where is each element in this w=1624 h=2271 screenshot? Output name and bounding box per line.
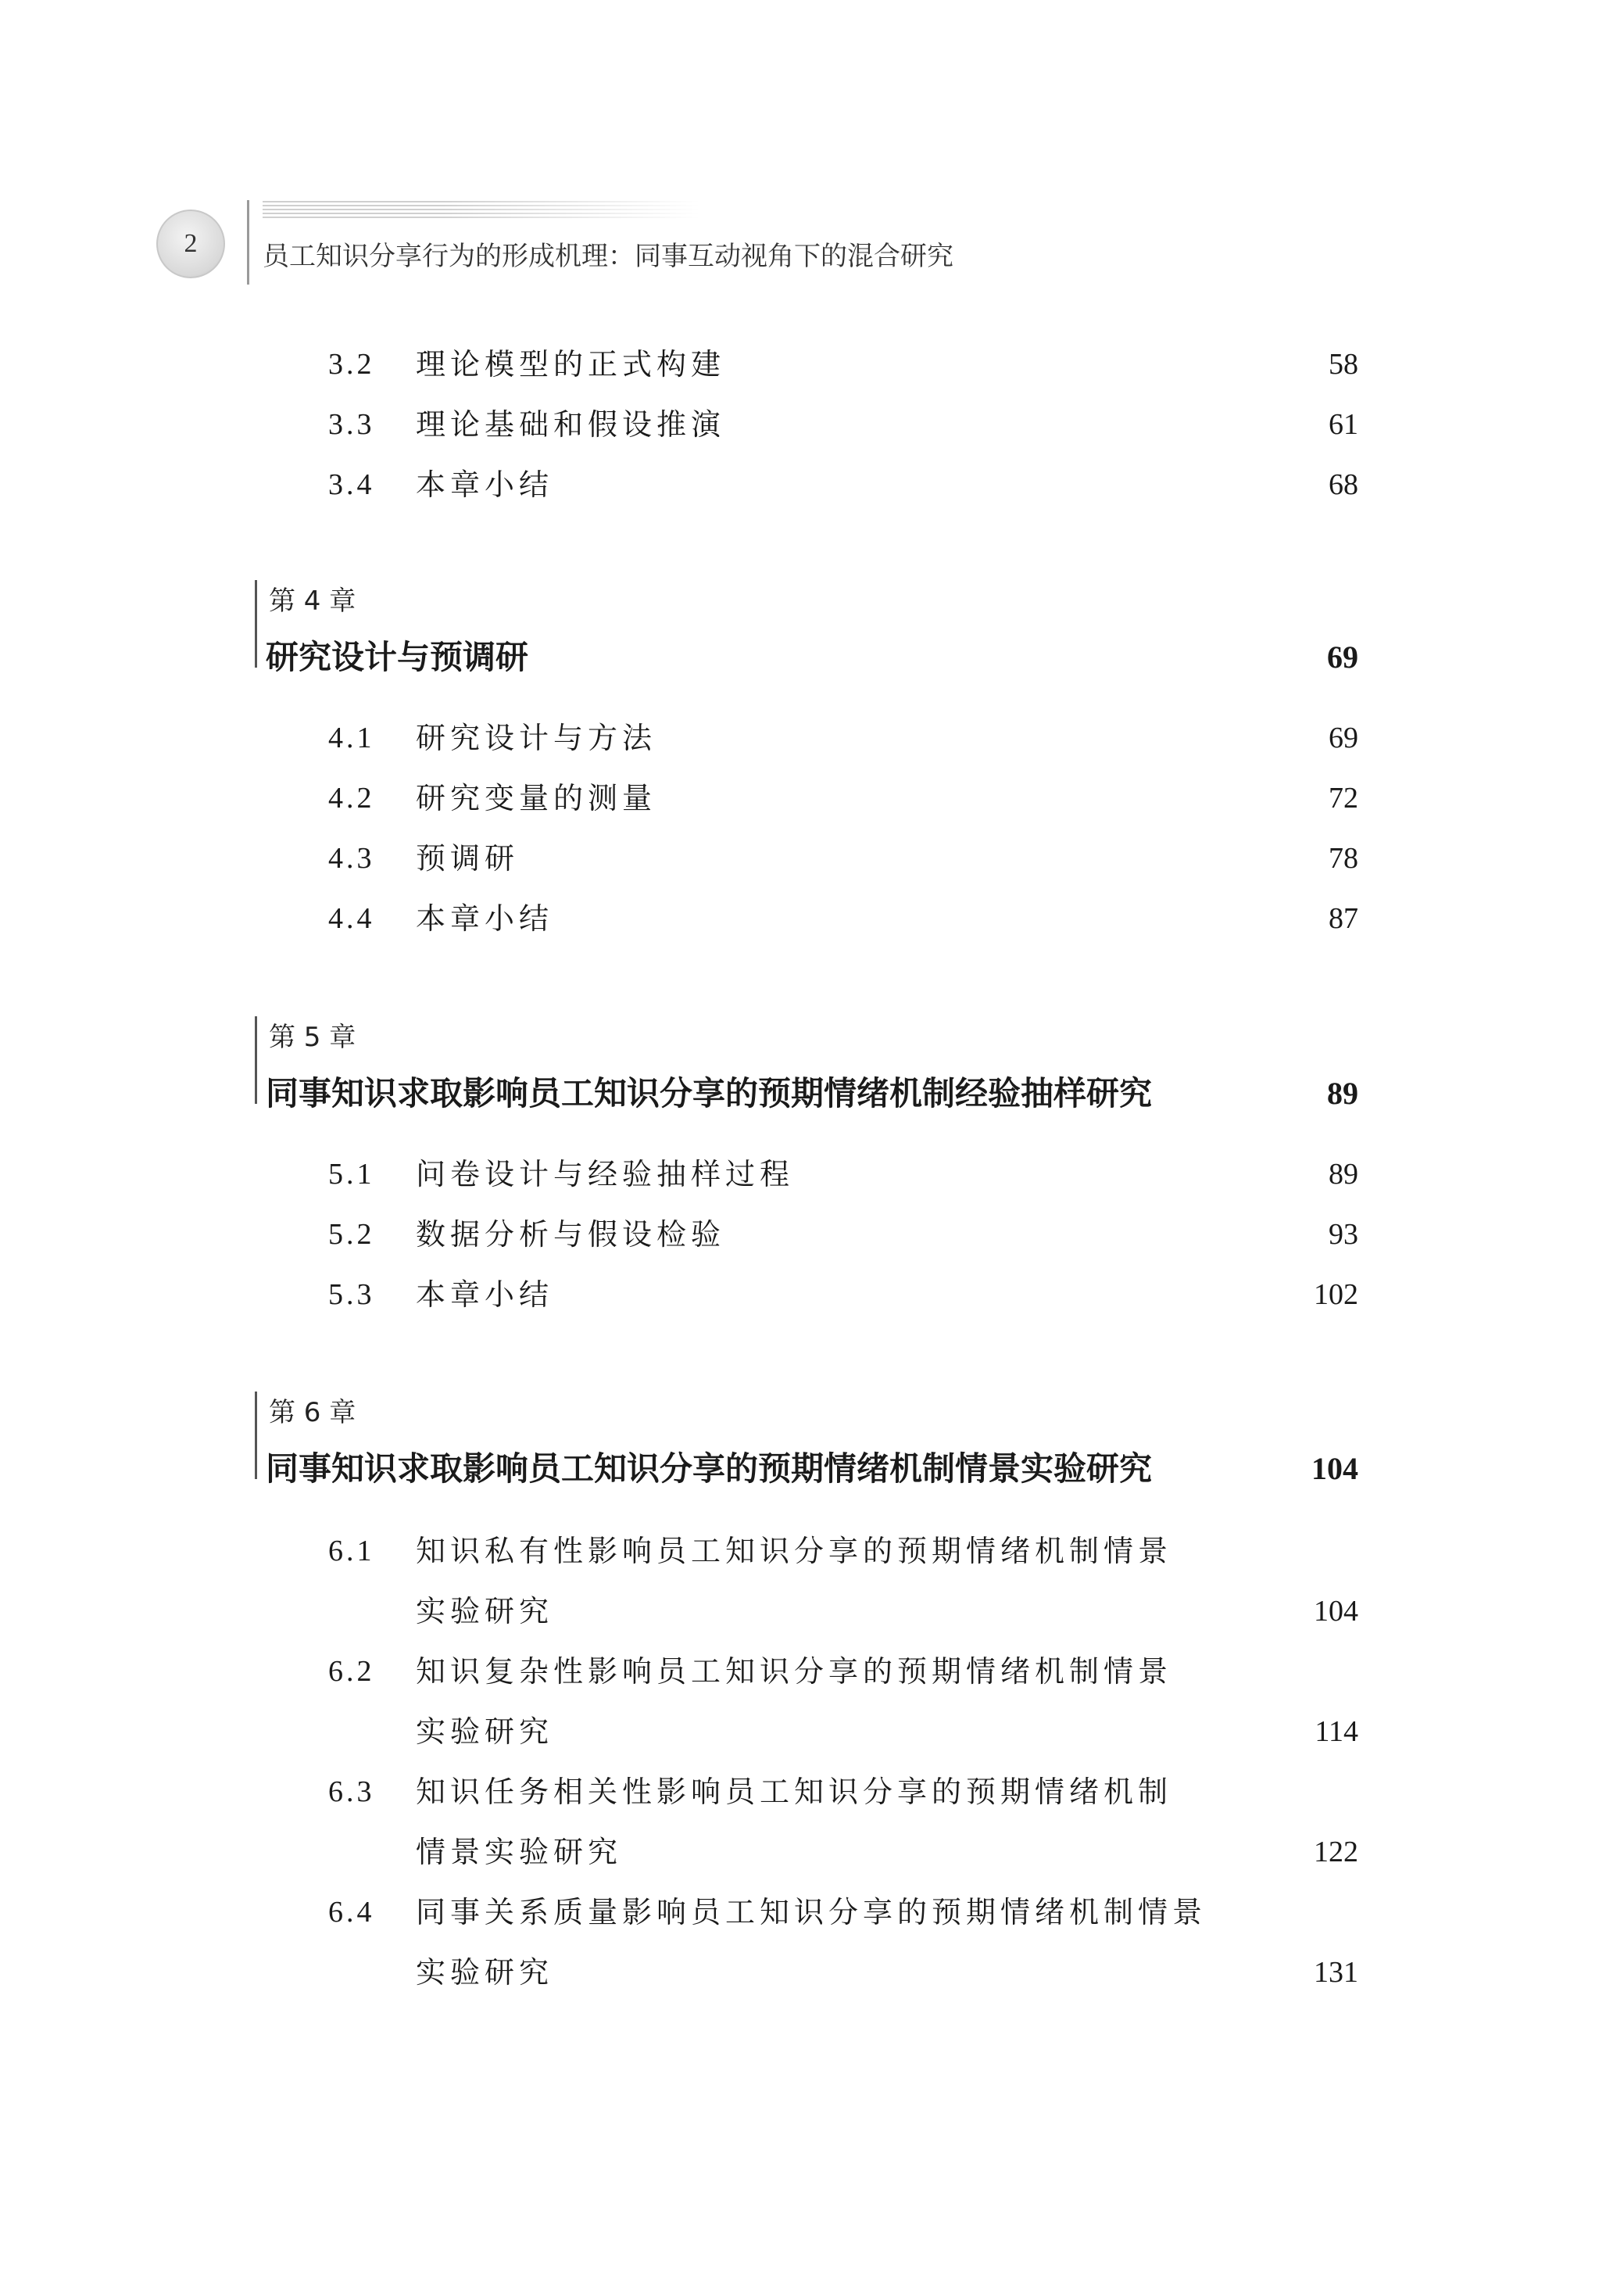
header-divider [247, 200, 249, 285]
toc-entry-4-1[interactable] [0, 708, 1624, 768]
toc-entry-6-4-cont[interactable] [0, 1943, 1624, 2002]
running-head-title: 员工知识分享行为的形成机理：同事互动视角下的混合研究 [263, 241, 953, 272]
section-title-line2: 实验研究 [416, 1594, 554, 1628]
section-number: 5.2 [328, 1218, 375, 1251]
section-title-line2: 实验研究 [416, 1955, 554, 1990]
toc-entry-6-2-cont[interactable] [0, 1702, 1624, 1761]
toc-entry-5-1[interactable] [0, 1144, 1624, 1204]
chapter-6-page: 104 [1311, 1451, 1358, 1486]
toc-entry-4-2[interactable] [0, 768, 1624, 828]
section-title-line1: 知识任务相关性影响员工知识分享的预期情绪机制 [416, 1775, 1173, 1809]
section-number: 4.4 [328, 902, 375, 935]
chapter-5-page: 89 [1327, 1076, 1358, 1111]
toc-entry-4-3[interactable] [0, 829, 1624, 888]
toc-entry-5-3[interactable] [0, 1265, 1624, 1324]
section-number: 5.1 [328, 1158, 375, 1191]
section-title-line2: 情景实验研究 [416, 1835, 623, 1869]
toc-entry-4-4[interactable] [0, 889, 1624, 948]
section-number: 4.3 [328, 842, 375, 875]
chapter-6-label: 第 6 章 [269, 1397, 356, 1428]
section-number: 6.4 [328, 1896, 375, 1929]
section-title: 问卷设计与经验抽样过程 [416, 1157, 795, 1191]
chapter-6-marker [255, 1392, 257, 1479]
section-title: 研究变量的测量 [416, 781, 657, 815]
section-page: 68 [1329, 468, 1358, 501]
section-number: 4.2 [328, 782, 375, 815]
section-page: 58 [1329, 348, 1358, 381]
toc-entry-3-4[interactable] [0, 455, 1624, 514]
chapter-4-page: 69 [1327, 639, 1358, 675]
section-number: 6.2 [328, 1655, 375, 1688]
section-page: 93 [1329, 1218, 1358, 1251]
toc-entry-6-3[interactable] [0, 1762, 1624, 1821]
toc-entry-3-3[interactable] [0, 395, 1624, 454]
section-title-line2: 实验研究 [416, 1714, 554, 1749]
page-number-badge [156, 210, 225, 278]
section-number: 4.1 [328, 722, 375, 754]
section-title-line1: 同事关系质量影响员工知识分享的预期情绪机制情景 [416, 1895, 1207, 1929]
section-title: 预调研 [416, 841, 520, 876]
section-title-line1: 知识私有性影响员工知识分享的预期情绪机制情景 [416, 1534, 1173, 1568]
section-number: 5.3 [328, 1278, 375, 1311]
section-page: 131 [1314, 1956, 1358, 1989]
section-title: 理论基础和假设推演 [416, 407, 726, 442]
section-page: 78 [1329, 842, 1358, 875]
chapter-6-title[interactable]: 同事知识求取影响员工知识分享的预期情绪机制情景实验研究 [266, 1449, 1153, 1488]
toc-entry-5-2[interactable] [0, 1205, 1624, 1264]
section-page: 61 [1329, 408, 1358, 441]
section-number: 3.3 [328, 408, 375, 441]
toc-entry-3-2[interactable] [0, 335, 1624, 394]
toc-entry-6-1-cont[interactable] [0, 1581, 1624, 1641]
section-page: 102 [1314, 1278, 1358, 1311]
section-title: 数据分析与假设检验 [416, 1217, 726, 1252]
section-page: 89 [1329, 1158, 1358, 1191]
section-page: 114 [1315, 1715, 1358, 1748]
section-page: 72 [1329, 782, 1358, 815]
page-number: 2 [184, 229, 198, 258]
section-page: 69 [1329, 722, 1358, 754]
section-title: 理论模型的正式构建 [416, 347, 726, 381]
toc-entry-6-3-cont[interactable] [0, 1822, 1624, 1882]
section-number: 6.1 [328, 1535, 375, 1567]
section-number: 3.2 [328, 348, 375, 381]
section-title: 研究设计与方法 [416, 721, 657, 755]
chapter-5-title[interactable]: 同事知识求取影响员工知识分享的预期情绪机制经验抽样研究 [266, 1074, 1153, 1112]
section-page: 104 [1314, 1595, 1358, 1628]
toc-entry-6-1[interactable] [0, 1521, 1624, 1581]
section-title: 本章小结 [416, 467, 554, 502]
toc-entry-6-4[interactable] [0, 1882, 1624, 1942]
section-number: 3.4 [328, 468, 375, 501]
section-title-line1: 知识复杂性影响员工知识分享的预期情绪机制情景 [416, 1654, 1173, 1689]
chapter-5-label: 第 5 章 [269, 1022, 356, 1053]
chapter-4-marker [255, 580, 257, 668]
chapter-5-marker [255, 1016, 257, 1104]
toc-entry-6-2[interactable] [0, 1642, 1624, 1701]
header-decorative-band [263, 201, 700, 218]
section-page: 87 [1329, 902, 1358, 935]
section-number: 6.3 [328, 1775, 375, 1808]
section-title: 本章小结 [416, 901, 554, 936]
section-title: 本章小结 [416, 1277, 554, 1312]
section-page: 122 [1314, 1836, 1358, 1868]
chapter-4-title[interactable]: 研究设计与预调研 [266, 638, 529, 676]
chapter-4-label: 第 4 章 [269, 586, 356, 617]
